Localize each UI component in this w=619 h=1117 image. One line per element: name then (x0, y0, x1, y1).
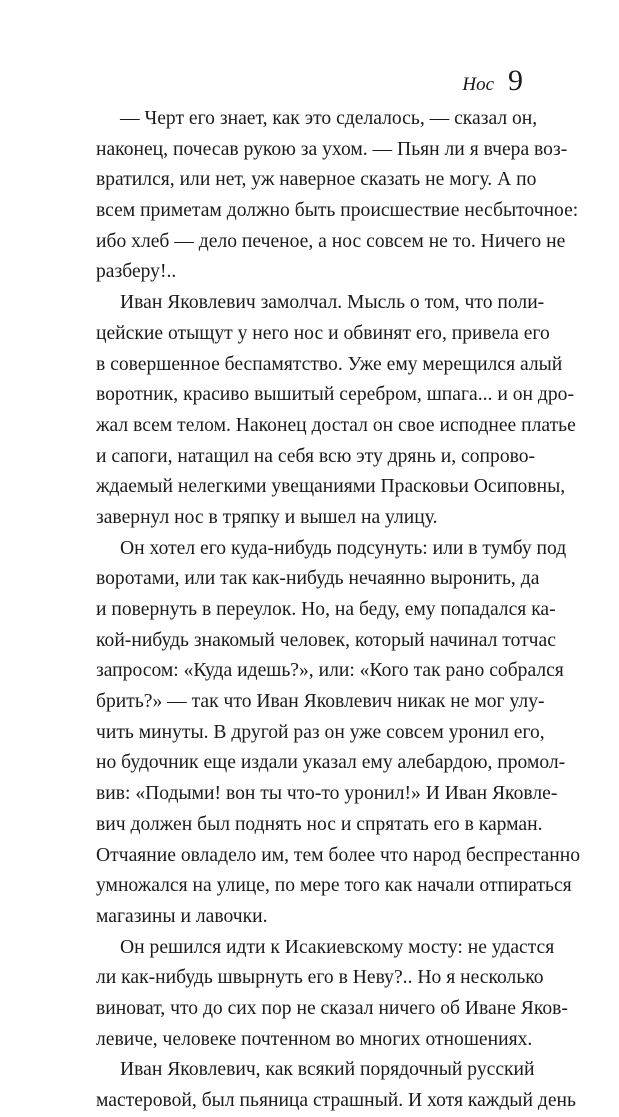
text-line: разберу!.. (96, 261, 177, 283)
text-line: цейские отыщут у него нос и обвинят его, привела его (96, 322, 550, 344)
text-line: ибо хлеб — дело печеное, а нос совсем не то. Ничего не (96, 230, 566, 252)
text-line: чить минуты. В другой раз он уже совсем уронил его, (96, 721, 545, 743)
text-line: брить?» — так что Иван Яковлевич никак не мог улу- (96, 691, 545, 713)
text-line: кой-нибудь знакомый человек, который начинал тотчас (96, 629, 556, 651)
text-line: левиче, человеке почтенном во многих отношениях. (96, 1028, 533, 1050)
page-number: 9 (508, 64, 523, 97)
text-line: Он хотел его куда-нибудь подсунуть: или в тумбу под (120, 537, 567, 559)
paragraph (96, 933, 568, 1056)
text-line: запросом: «Куда идешь?», или: «Кого так рано собрался (96, 660, 564, 682)
text-line: но будочник еще издали указал ему алебардою, промол- (96, 752, 566, 774)
paragraph (96, 534, 581, 933)
text-line: вратился, или нет, уж наверное сказать не могу. А по (96, 169, 537, 191)
text-line: воротами, или так как-нибудь нечаянно выронить, да (96, 568, 540, 590)
running-head (462, 64, 523, 98)
text-line: воротник, красиво вышитый серебром, шпага... и он дро- (96, 384, 574, 406)
paragraph (96, 104, 579, 288)
text-line: мастеровой, был пьяница страшный. И хотя каждый день (96, 1090, 576, 1111)
text-line: умножался на улице, по мере того как начали отпираться (96, 875, 572, 897)
text-line: завернул нос в тряпку и вышел на улицу. (96, 506, 438, 528)
text-line: Он решился идти к Исакиевскому мосту: не удастся (120, 936, 555, 958)
text-line: ждаемый нелегкими увещаниями Прасковьи Осиповны, (96, 476, 566, 498)
text-line: — Черт его знает, как это сделалось, — сказал он, (120, 108, 538, 129)
text-line: магазины и лавочки. (96, 905, 268, 927)
text-line: наконец, почесав рукою за ухом. — Пьян ли я вчера воз- (96, 138, 568, 160)
paragraph (96, 1055, 576, 1116)
text-line: и сапоги, натащил на себя всю эту дрянь и, сопрово- (96, 445, 536, 467)
text-line: всем приметам должно быть происшествие несбыточное: (96, 200, 579, 222)
text-line: Отчаяние овладело им, тем более что народ беспрестанно (96, 844, 581, 866)
text-line: Иван Яковлевич, как всякий порядочный русский (120, 1059, 535, 1081)
text-line: в совершенное беспамятство. Уже ему мерещился алый (96, 353, 563, 375)
text-line: ли как-нибудь швырнуть его в Неву?.. Но я несколько (96, 967, 544, 989)
text-line: вич должен был поднять нос и спрятать его в карман. (96, 813, 543, 835)
text-line: виноват, что до сих пор не сказал ничего об Иване Яков- (96, 997, 568, 1019)
text-line: вив: «Подыми! вон ты что-то уронил!» И Иван Яковле- (96, 783, 558, 805)
running-title: Нос (462, 74, 494, 95)
paragraph (96, 288, 576, 534)
text-line: жал всем телом. Наконец достал он свое исподнее платье (96, 414, 576, 436)
text-line: и повернуть в переулок. Но, на беду, ему попадался ка- (96, 599, 556, 620)
body-text (96, 104, 581, 1117)
text-line: Иван Яковлевич замолчал. Мысль о том, что поли- (120, 292, 545, 314)
